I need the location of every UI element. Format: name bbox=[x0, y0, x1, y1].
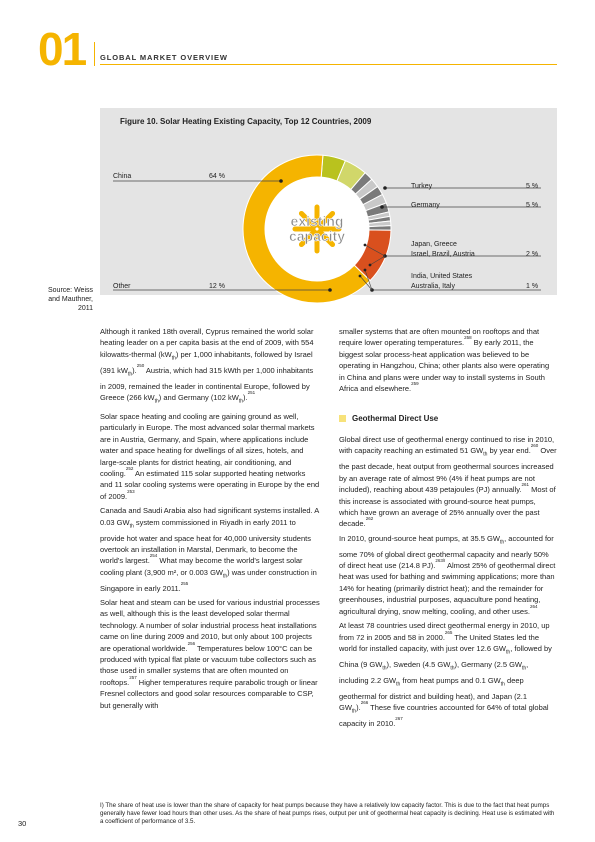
label-group1-line2: Israel, Brazil, Austria bbox=[411, 251, 475, 258]
label-turkey-pct: 5 % bbox=[526, 183, 539, 190]
body-right-column bbox=[339, 326, 557, 397]
footnote: I) The share of heat use is lower than the share of capacity for heat pumps because they have a relatively low capacity factor. This is due to the fact that heat pumps generally have fewer load hours than other uses. As the share of heat pumps rises, output per unit of geothermal heat capacity is declining. Heat use is estimated with a coefficient of performance of 3.5. bbox=[100, 802, 555, 825]
section-heading-geothermal: Geothermal Direct Use bbox=[352, 414, 439, 423]
leader-turkey-dot bbox=[383, 186, 387, 190]
chapter-title: GLOBAL MARKET OVERVIEW bbox=[100, 53, 228, 62]
label-turkey: Turkey bbox=[411, 183, 433, 190]
center-text-capacity: capacity bbox=[288, 228, 346, 244]
label-germany: Germany bbox=[411, 202, 440, 209]
leader-small-dot-3 bbox=[359, 275, 362, 278]
paragraph: smaller systems that are often mounted on rooftops and that require lower operating temperatures.$^{258}$ By early 2011, the biggest solar process-heat application was believed to be operating in Hangzhou, China; other plants also were operating in China and plans were under way to install systems in South Africa and elsewhere.$^{259}$ bbox=[339, 327, 550, 394]
chapter-number: 01 bbox=[38, 23, 86, 75]
paragraph: Global direct use of geothermal energy continued to rise in 2010, with capacity reaching an estimated 51 $GW_{th}$ by year end.$^{260}$ Over the past decade, heat output from geothermal sources increased by an average rate of almost 9% (4% if heat pumps are not included), reaching about 439 petajoules (PJ) annually.$^{261}$ Most of this increase is associated with ground-source heat pumps, which have grown an average of 25% annually over the past decade.$^{262}$ bbox=[339, 435, 557, 529]
paragraph: Canada and Saudi Arabia also had significant systems installed. A 0.03 $GW_{th}$ system commissioned in Riyadh in early 2011 to provide hot water and space heat for 40,000 university students overtook an installation in Marstal, Denmark, to become the world's largest.$^{254}$ What may become the world's largest solar cooling plant (3,900 m², or 0.003 $GW_{th}$) was under construction in Singapore in early 2011.$^{255}$ bbox=[100, 506, 319, 593]
leader-china-dot bbox=[279, 179, 283, 183]
leader-other-dot bbox=[328, 288, 332, 292]
label-group1-pct: 2 % bbox=[526, 251, 539, 258]
label-germany-pct: 5 % bbox=[526, 202, 539, 209]
figure-source: Source: Weiss and Mauthner, 2011 bbox=[48, 287, 93, 312]
body-left-column bbox=[100, 326, 320, 714]
leader-germany-dot bbox=[380, 205, 384, 209]
leader-small-dot-2 bbox=[364, 269, 367, 272]
paragraph: Solar space heating and cooling are gaining ground as well, particularly in Europe. The most advanced solar thermal markets are in Austria, Germany, and Spain, where applications include water and space heating for dwellings of all sizes, hotels, and large-scale plants for district heating, air conditioning, and cooling.$^{252}$ An estimated 115 solar supported heating networks and 11 solar cooling systems were operating in Europe by the end of 2009.$^{253}$ bbox=[100, 411, 320, 501]
figure-title: Figure 10. Solar Heating Existing Capacity, Top 12 Countries, 2009 bbox=[120, 117, 372, 126]
label-group1-line1: Japan, Greece bbox=[411, 241, 457, 248]
label-group2-line2: Australia, Italy bbox=[411, 283, 455, 290]
paragraph: At least 78 countries used direct geothermal energy in 2010, up from 72 in 2005 and 58 in 2000.$^{265}$ The United States led the world for installed capacity, with just over 12.6 $GW_{th}$, followed by China (9 $GW_{th}$), Sweden (4.5 $GW_{th}$), Germany (2.5 $GW_{th}$, including 2.2 $GW_{th}$ from heat pumps and 0.1 $GW_{th}$ deep geothermal for district and building heat), and Japan (2.1 $GW_{th}).^{266}$ These five countries accounted for 64% of total global capacity in 2010.$^{267}$ bbox=[339, 621, 552, 728]
paragraph: In 2010, ground-source heat pumps, at 35.5 $GW_{th}$, accounted for some 70% of global direct geothermal capacity and nearly 50% of direct heat use (214.8 PJ).$^{263/I}$ Almost 25% of geothermal direct heat was used for bathing and swimming applications; more than 14% for heating (primarily district heat); and the remainder for greenhouses, industrial purposes, aquaculture pond heating, agricultural drying, snow melting, cooling, and other uses.$^{264}$ bbox=[339, 533, 556, 616]
section-marker-icon bbox=[339, 415, 346, 422]
label-group2-pct: 1 % bbox=[526, 283, 539, 290]
paragraph: Solar heat and steam can be used for various industrial processes as well, although this is the least developed solar thermal technology. A number of solar industrial process heat installations came on line during 2009 and 2010, but only about 100 projects are operational worldwide.$^{256}$ Temperatures below 100°C can be produced with typical flat plate or vacuum tube collectors such as those used in smaller systems that are often mounted on rooftops.$^{257}$ Higher temperatures require parabolic trough or linear Fresnel collectors and good solar resources comparable to CSP, but generally with bbox=[100, 598, 320, 710]
label-group2-line1: India, United States bbox=[411, 273, 473, 280]
leader-small-dot-1 bbox=[369, 264, 372, 267]
leader-small-dot-0 bbox=[364, 244, 367, 247]
body-right-column-geothermal bbox=[339, 434, 557, 732]
page-number: 30 bbox=[18, 819, 27, 828]
label-other-pct: 12 % bbox=[209, 283, 225, 290]
label-china: China bbox=[113, 173, 132, 180]
paragraph: Although it ranked 18th overall, Cyprus remained the world solar heating leader on a per capita basis at the end of 2009, with 554 kilowatts-thermal $(kW_{th})$ per 1,000 inhabitants, followed by Israel (391 $kW_{th}).^{250}$ Austria, which had 315 kWth per 1,000 inhabitants in 2009, remained the leader in continental Europe, followed by Greece (266 $kW_{th}$) and Germany (102 $kW_{th}).^{251}$ bbox=[100, 327, 314, 405]
label-china-pct: 64 % bbox=[209, 173, 225, 180]
label-other: Other bbox=[113, 283, 131, 290]
center-text-existing: existing bbox=[290, 213, 344, 229]
